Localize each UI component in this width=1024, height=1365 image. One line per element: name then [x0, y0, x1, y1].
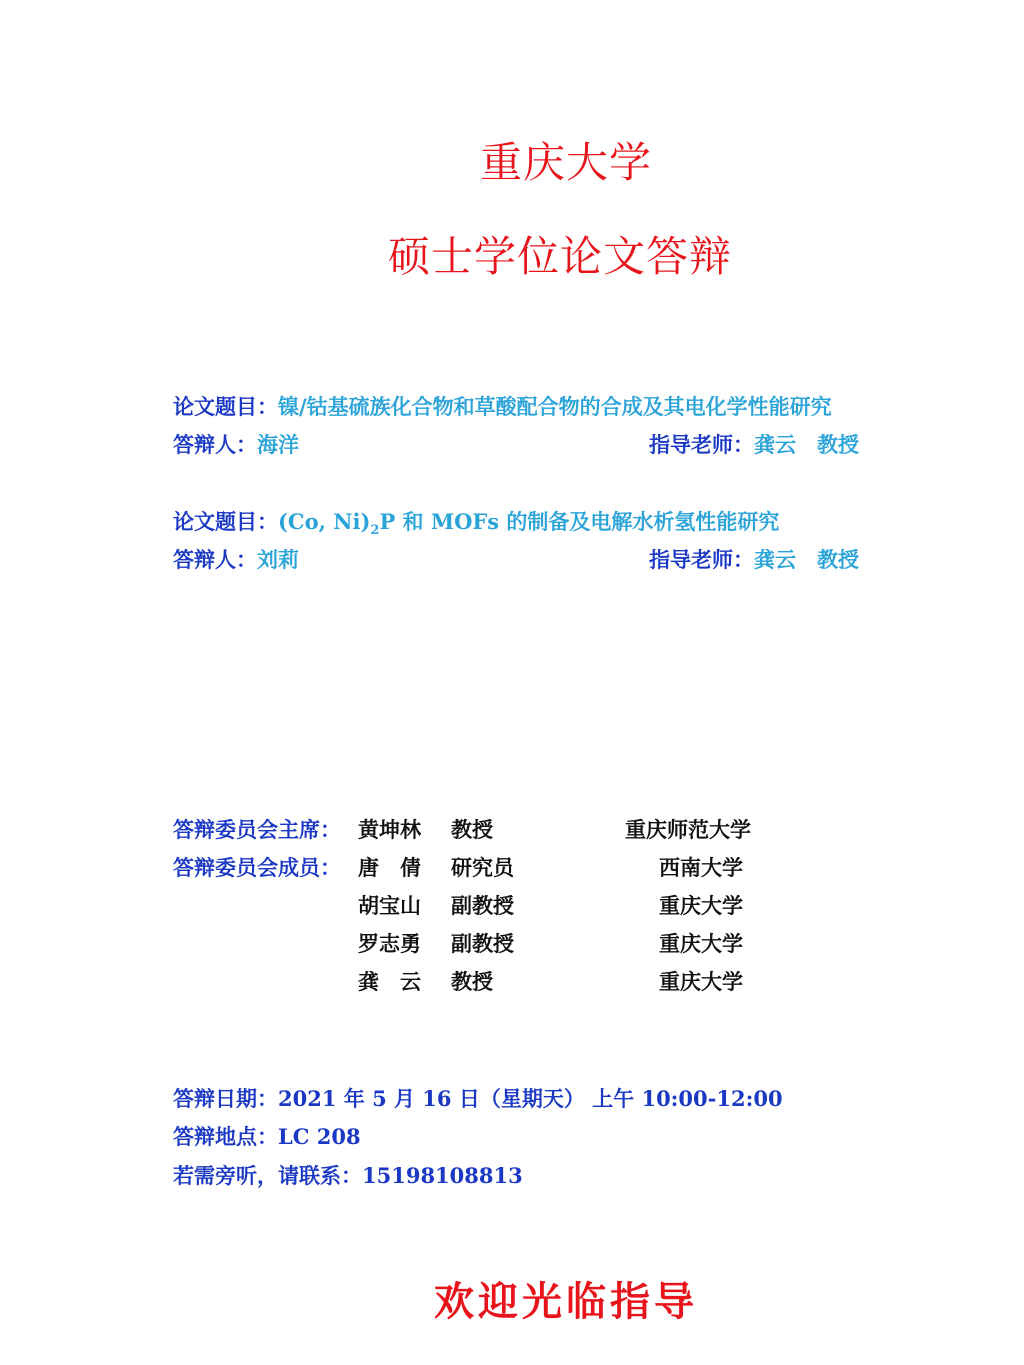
committee-title: 教授: [451, 969, 493, 994]
committee-org: 重庆师范大学: [625, 817, 751, 842]
committee-org: 重庆大学: [659, 893, 743, 918]
welcome-text: 欢迎光临指导: [434, 1278, 698, 1325]
contact-line: [173, 1160, 523, 1190]
defender-label: 答辩人：: [173, 547, 257, 572]
defense-date: [173, 1083, 783, 1113]
place-value: LC 208: [278, 1124, 361, 1149]
thesis-title-label: 论文题目：: [173, 509, 278, 534]
defender-name: 刘莉: [257, 547, 299, 572]
date-value: 2021 年 5 月 16 日（星期天） 上午 10:00-12:00: [278, 1086, 783, 1111]
committee-org: 重庆大学: [659, 969, 743, 994]
committee-title: 副教授: [451, 931, 514, 956]
defender-name: 海洋: [257, 432, 299, 457]
date-label: 答辩日期：: [173, 1086, 278, 1111]
thesis-title-pre: (Co, Ni): [278, 509, 371, 534]
committee-title: 副教授: [451, 893, 514, 918]
advisor-name: 龚云 教授: [754, 547, 859, 572]
university-title: 重庆大学: [480, 138, 653, 187]
thesis-title: [278, 509, 780, 539]
thesis-2-title-line: [173, 506, 779, 538]
defense-place: [173, 1121, 361, 1151]
thesis-1-defender: [173, 429, 299, 459]
advisor-label: 指导老师：: [649, 432, 754, 457]
thesis-1-title-line: [173, 391, 832, 421]
thesis-1-advisor: [649, 429, 859, 459]
committee-chair-label: 答辩委员会主席：: [173, 817, 341, 842]
thesis-title-label: 论文题目：: [173, 394, 278, 419]
committee-title: 教授: [451, 817, 493, 842]
thesis-title-subscript: 2: [370, 523, 380, 539]
committee-name: 黄坤林: [358, 817, 421, 842]
committee-name: 胡宝山: [358, 893, 421, 918]
committee-name: 龚 云: [358, 969, 421, 994]
advisor-label: 指导老师：: [649, 547, 754, 572]
committee-name: 唐 倩: [358, 855, 421, 880]
committee-name: 罗志勇: [358, 931, 421, 956]
contact-phone: 15198108813: [362, 1163, 523, 1188]
thesis-2-advisor: [649, 544, 859, 574]
contact-label: 若需旁听，请联系：: [173, 1163, 362, 1188]
committee-org: 西南大学: [659, 855, 743, 880]
defender-label: 答辩人：: [173, 432, 257, 457]
thesis-2-defender: [173, 544, 299, 574]
place-label: 答辩地点：: [173, 1124, 278, 1149]
thesis-title-post: P 和 MOFs 的制备及电解水析氢性能研究: [379, 509, 780, 534]
committee-members-label: 答辩委员会成员：: [173, 855, 341, 880]
committee-org: 重庆大学: [659, 931, 743, 956]
advisor-name: 龚云 教授: [754, 432, 859, 457]
event-title: 硕士学位论文答辩: [388, 232, 733, 281]
committee-title: 研究员: [451, 855, 514, 880]
thesis-title: 镍/钴基硫族化合物和草酸配合物的合成及其电化学性能研究: [278, 394, 832, 419]
